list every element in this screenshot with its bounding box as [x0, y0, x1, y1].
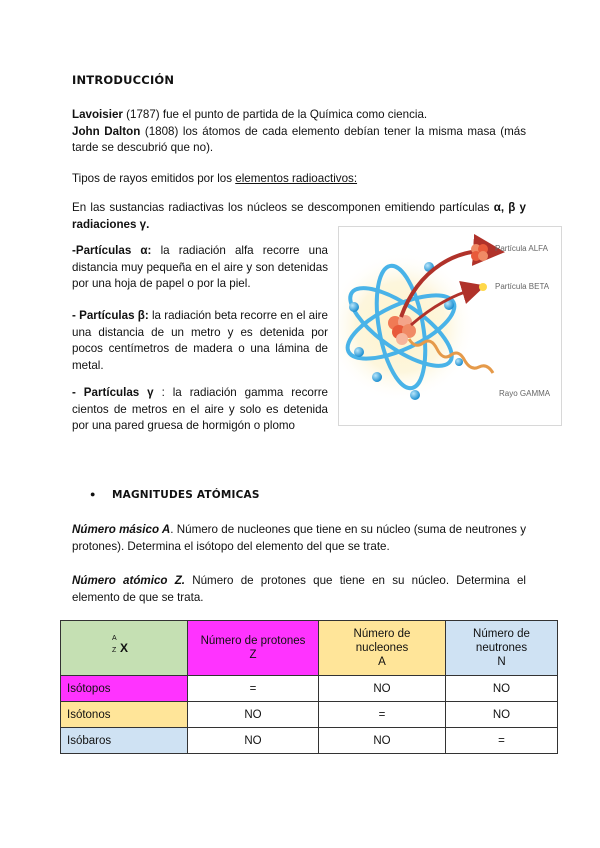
- particle-alfa-text: la radiación alfa recorre una distancia muy pequeña en el aire y son detenidas por una hoja de papel o por la piel.: [72, 244, 328, 290]
- table-corner-cell: [61, 621, 188, 676]
- particle-beta-label: - Partículas β:: [72, 309, 149, 322]
- table-row: [61, 728, 558, 754]
- table-cell: =: [188, 676, 319, 702]
- sustancias-text: En las sustancias radiactivas los núcleos se descomponen emitiendo partículas: [72, 201, 494, 214]
- beta-particle-icon: [479, 283, 487, 291]
- row-label-isotonos: Isótonos: [61, 702, 188, 728]
- label-beta: Partícula BETA: [495, 282, 550, 291]
- radiation-figure: [338, 226, 562, 426]
- masico-label: Número másico A: [72, 523, 171, 536]
- label-gamma: Rayo GAMMA: [499, 389, 551, 398]
- page-heading: INTRODUCCIÓN: [72, 73, 175, 87]
- table-cell: NO: [446, 676, 558, 702]
- notation-atomic-number: Z: [111, 646, 117, 654]
- table-cell: NO: [446, 702, 558, 728]
- dalton-name: John Dalton: [72, 124, 141, 138]
- table-header-row: [61, 621, 558, 676]
- row-label-isotopos: Isótopos: [61, 676, 188, 702]
- header-neutrones: [446, 621, 558, 676]
- particle-beta-text: la radiación beta recorre en el aire una distancia de un metro y es detenida por pocos centímetros de madera o una lámina de metal.: [72, 309, 328, 372]
- particle-alfa-label: -Partículas α:: [72, 244, 152, 257]
- header-nucleones: [319, 621, 446, 676]
- particle-gamma-label: - Partículas γ: [72, 386, 154, 399]
- table-cell: NO: [319, 676, 446, 702]
- magnitudes-title: MAGNITUDES ATÓMICAS: [112, 489, 260, 501]
- atomico-paragraph: [72, 573, 526, 606]
- lavoisier-name: Lavoisier: [72, 108, 123, 121]
- notation-symbol: X: [119, 640, 128, 655]
- row-label-isobaros: Isóbaros: [61, 728, 188, 754]
- magnitudes-table: [60, 620, 558, 754]
- atomico-label: Número atómico Z.: [72, 574, 186, 587]
- header-protones-line1: Número de protones: [200, 635, 306, 647]
- masico-paragraph: [72, 522, 526, 555]
- header-neutrones-line1: Número de neutrones: [473, 628, 530, 654]
- particle-alfa-paragraph: [72, 243, 328, 293]
- tipos-link[interactable]: elementos radioactivos:: [235, 172, 358, 185]
- particle-gamma-text: : la radiación gamma recorre cientos de metros en el aire y solo es detenida por una pared gruesa de hormigón o plomo: [72, 386, 328, 432]
- table-cell: =: [319, 702, 446, 728]
- nuclide-notation: [111, 634, 128, 655]
- table-cell: =: [446, 728, 558, 754]
- notation-mass-number: A: [111, 634, 117, 642]
- header-nucleones-line1: Número de nucleones: [353, 628, 411, 654]
- header-protones: [188, 621, 319, 676]
- tipos-paragraph: [72, 171, 526, 188]
- sustancias-bold: α, β y radiaciones γ.: [72, 201, 526, 231]
- table-cell: NO: [188, 728, 319, 754]
- lavoisier-text: (1787) fue el punto de partida de la Química como ciencia.: [122, 108, 428, 121]
- table-row: [61, 702, 558, 728]
- table-row: [61, 676, 558, 702]
- atomico-text: Número de protones que tiene en su núcleo. Determina el elemento de que se trata.: [72, 574, 526, 604]
- table-cell: NO: [188, 702, 319, 728]
- header-nucleones-line2: A: [378, 656, 386, 668]
- label-alfa: Partícula ALFA: [495, 244, 548, 253]
- alfa-particle-icon: [471, 244, 488, 261]
- intro-paragraph: [72, 107, 526, 157]
- particle-beta-paragraph: [72, 308, 328, 374]
- header-protones-line2: Z: [249, 649, 257, 661]
- header-neutrones-line2: N: [497, 656, 506, 668]
- table-cell: NO: [319, 728, 446, 754]
- tipos-prefix: Tipos de rayos emitidos por los: [72, 172, 236, 185]
- masico-text: . Número de nucleones que tiene en su núcleo (suma de neutrones y protones). Determina el isótopo del elemento del que se trate.: [72, 523, 526, 553]
- bullet-icon: ●: [90, 489, 96, 499]
- particle-gamma-paragraph: [72, 385, 328, 435]
- dalton-text: (1808) los átomos de cada elemento debían tener la misma masa (más tarde se descubrió que no).: [72, 124, 527, 154]
